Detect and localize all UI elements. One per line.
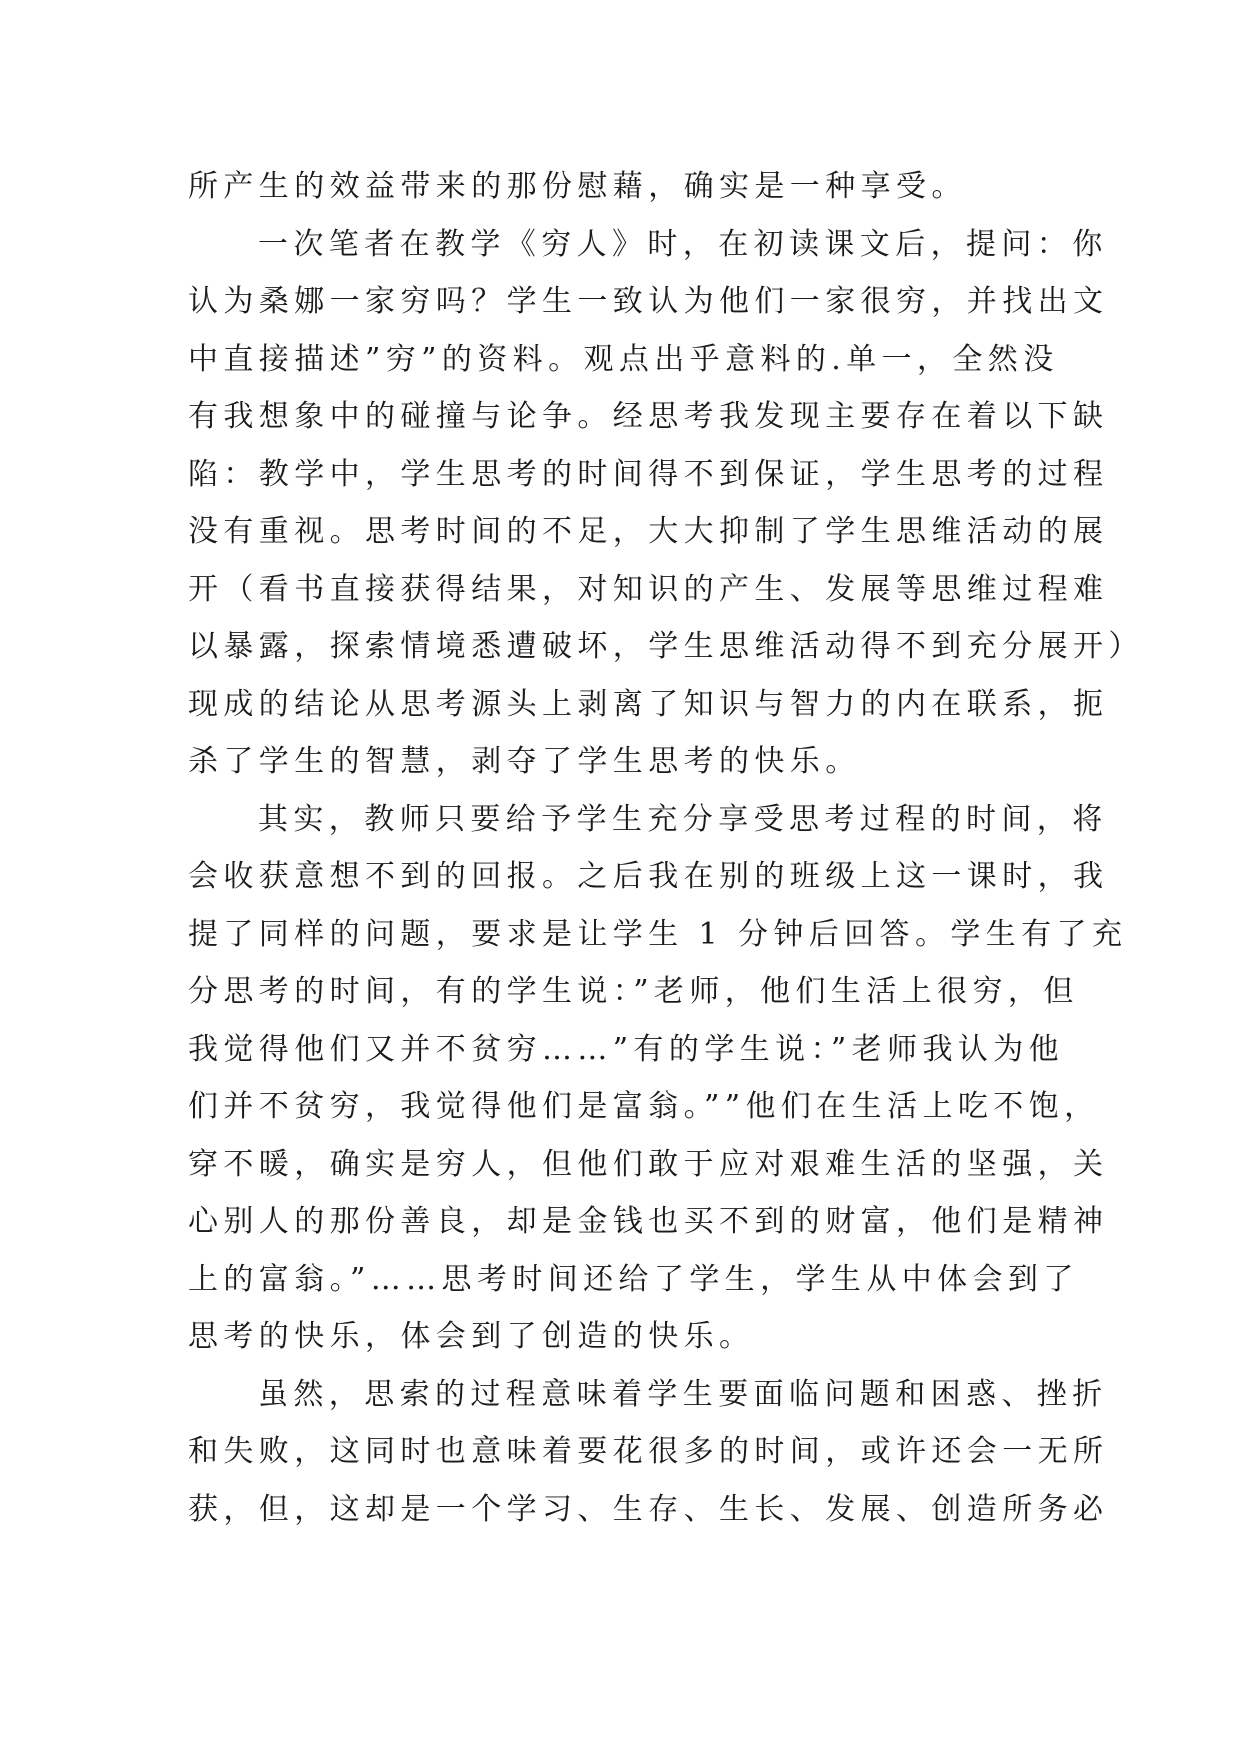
text-line: 思考的快乐，体会到了创造的快乐。 <box>188 1319 755 1354</box>
body-text <box>188 158 1144 1538</box>
text-line: 分思考的时间，有的学生说：”老师，他们生活上很穷，但 <box>188 974 1079 1009</box>
paragraph-first-line: 虽然，思索的过程意味着学生要面临问题和困惑、挫折 <box>258 1376 1108 1412</box>
text-line: 获，但，这却是一个学习、生存、生长、发展、创造所务必 <box>188 1491 1109 1527</box>
paragraph-first-line: 其实，教师只要给予学生充分享受思考过程的时间，将 <box>258 801 1108 837</box>
text-line: 认为桑娜一家穷吗？学生一致认为他们一家很穷，并找出文 <box>188 284 1109 319</box>
text-line: 没有重视。思考时间的不足，大大抑制了学生思维活动的展 <box>188 514 1109 549</box>
text-line: 心别人的那份善良，却是金钱也买不到的财富，他们是精神 <box>188 1204 1109 1239</box>
text-line: 陷：教学中，学生思考的时间得不到保证，学生思考的过程 <box>188 456 1109 492</box>
text-line: 们并不贫穷，我觉得他们是富翁。””他们在生活上吃不饱， <box>188 1089 1100 1124</box>
text-line: 会收获意想不到的回报。之后我在别的班级上这一课时，我 <box>188 859 1109 894</box>
text-line: 提了同样的问题，要求是让学生 1 分钟后回答。学生有了充 <box>188 916 1128 952</box>
text-line: 穿不暖，确实是穷人，但他们敢于应对艰难生活的坚强，关 <box>188 1146 1109 1182</box>
text-line: 所产生的效益带来的那份慰藉，确实是一种享受。 <box>188 169 967 204</box>
text-line: 我觉得他们又并不贫穷……”有的学生说：”老师我认为他 <box>188 1031 1065 1067</box>
text-line: 和失败，这同时也意味着要花很多的时间，或许还会一无所 <box>188 1434 1109 1469</box>
text-line: 以暴露，探索情境悉遭破坏，学生思维活动得不到充分展开） <box>188 629 1144 664</box>
text-line: 现成的结论从思考源头上剥离了知识与智力的内在联系，扼 <box>188 686 1109 722</box>
text-line: 杀了学生的智慧，剥夺了学生思考的快乐。 <box>188 744 861 779</box>
text-line: 上的富翁。”……思考时间还给了学生，学生从中体会到了 <box>188 1261 1079 1297</box>
text-line: 开（看书直接获得结果，对知识的产生、发展等思维过程难 <box>188 571 1109 607</box>
text-line: 中直接描述”穷”的资料。观点出乎意料的.单一，全然没 <box>188 341 1059 377</box>
paragraph-first-line: 一次笔者在教学《穷人》时，在初读课文后，提问：你 <box>258 226 1108 262</box>
text-line: 有我想象中的碰撞与论争。经思考我发现主要存在着以下缺 <box>188 399 1109 434</box>
